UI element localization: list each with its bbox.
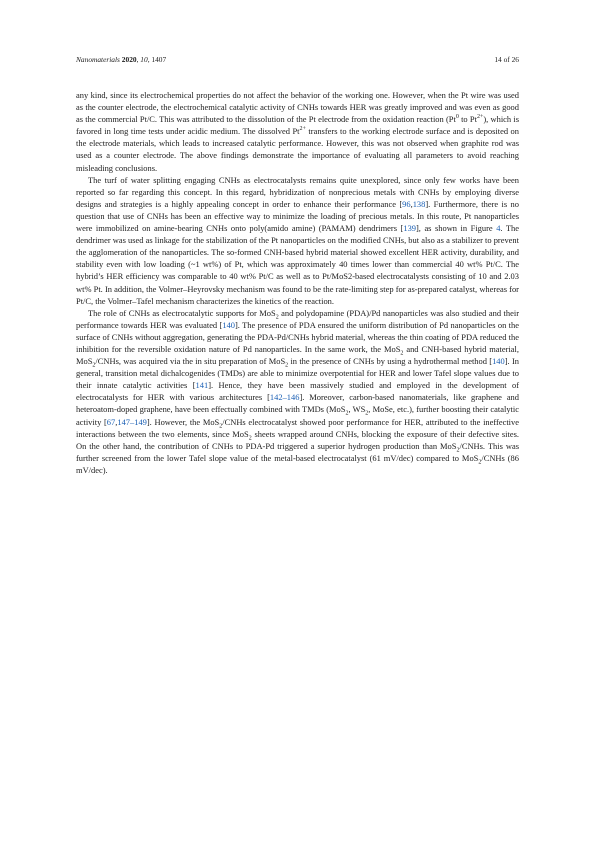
- journal-year: 2020: [121, 55, 137, 64]
- text-run: ]. Furthermore, there is no question that use of CNHs has been an effective way to minimize the loading of precious metals. In this route, Pt nanoparticles were immobilized on amine-bearing CNHs onto poly(amido amine) (PAMAM) dendrimers [: [76, 198, 519, 234]
- text-run: ), which is favored in long time tests under acidic medium. The dissolved Pt: [76, 114, 520, 137]
- citation-link[interactable]: 4: [496, 223, 501, 234]
- body-text: [76, 89, 519, 476]
- citation-link[interactable]: 140: [222, 319, 235, 330]
- sup-text: 2+: [476, 114, 484, 121]
- text-run: sheets wrapped around CNHs, blocking the exposure of their defective sites. On the other hand, the contribution of CNHs to PDA-Pd triggered a superior hydrogen production than MoS: [76, 428, 519, 451]
- citation-link[interactable]: 138: [412, 198, 426, 209]
- sub-text: 2: [400, 350, 404, 357]
- sub-text: 2: [365, 411, 369, 418]
- citation-link[interactable]: 147–149: [117, 416, 147, 427]
- text-run: to Pt: [458, 114, 477, 125]
- text-run: ]. In general, transition metal dichalcogenides (TMDs) are able to minimize overpotential for HER and lower Tafel slope values due to their innate catalytic activities [: [76, 356, 519, 391]
- sup-text: 2+: [299, 126, 306, 133]
- text-run: in the presence of CNHs by using a hydrothermal method [: [288, 356, 493, 367]
- text-run: ], as shown in Figure: [416, 223, 497, 234]
- paragraph: [76, 307, 519, 476]
- text-run: any kind, since its electrochemical properties do not affect the behavior of the working one. However, when the Pt wire was used as the counter electrode, the electrochemical catalytic activity of CNHs towards HER was greatly improved and was even as good as the commercial Pt/C. This was attributed to the dissolution of the Pt electrode from the oxidation reaction (Pt: [76, 90, 519, 125]
- citation-link[interactable]: 96: [402, 198, 411, 209]
- article-number: , 1407: [147, 55, 167, 64]
- sub-text: 2: [248, 435, 252, 442]
- text-run: ]. The presence of PDA ensured the uniform distribution of Pd nanoparticles on the surface of CNHs without aggregation, generating the PDA-Pd/CNHs hybrid material, whereas the thin coating of PDA reduced the inhibition for the reversible oxidation nature of Pd nanoparticles. In the same work, the MoS: [76, 319, 519, 354]
- sub-text: 2: [285, 362, 289, 369]
- citation-link[interactable]: 139: [403, 223, 416, 234]
- paragraph: [76, 89, 519, 174]
- text-run: The role of CNHs as electrocatalytic supports for MoS: [88, 307, 276, 318]
- sub-text: 2: [92, 362, 96, 369]
- text-run: /CNHs electrocatalyst showed poor performance for HER, attributed to the ineffective interactions between the two elements, since MoS: [76, 416, 519, 439]
- text-run: ,: [410, 198, 413, 209]
- text-run: The turf of water splitting engaging CNHs as electrocatalysts remains quite unexplored, since only few works have been reported so far regarding this concept. In this regard, hybridization of nonprecious metals with CNHs by employing diverse designs and strategies is a highly appealing concept in order to enhance their performance [: [76, 174, 519, 209]
- text-run: /CNHs, was acquired via the in situ preparation of MoS: [95, 356, 286, 367]
- citation-link[interactable]: 140: [492, 356, 505, 367]
- citation: Nanomaterials 2020, 10, 1407: [76, 55, 167, 64]
- paragraph: [76, 174, 519, 307]
- sub-text: 2: [275, 314, 279, 321]
- sub-text: 2: [345, 411, 349, 418]
- journal-volume: 10: [140, 55, 148, 64]
- text-run: ,: [115, 416, 118, 427]
- text-run: ]. Hence, they have been massively studied and employed in the development of electrocatalysts for HER with various architectures [: [76, 380, 520, 403]
- text-run: , WS: [348, 404, 366, 415]
- sup-text: 0: [455, 114, 459, 121]
- text-run: . The dendrimer was used as linkage for the stabilization of the Pt nanoparticles on the modified CNHs, but also as a stabilizer to prevent the agglomeration of the nanoparticles. The so-formed CNH-based hybrid material showed excellent HER activity, durability, and stability even with low loading (~1 wt%) of Pt, which was approximately 40 times lower than commercial 40 wt% Pt/C. The hybrid’s HER efficiency was comparable to 40 wt% Pt/C as well as to Pt/MoS2-based electrocatalysts consisting of 10 and 2.03 wt% Pt. In addition, the Volmer–Heyrovsky mechanism was found to be the rate-limiting step for as-prepared catalyst, whereas for Pt/C, the Volmer–Tafel mechanism characterizes the kinetics of the reaction.: [76, 223, 520, 306]
- citation-link[interactable]: 67: [106, 416, 116, 427]
- text-run: and CNH-based hybrid material, MoS: [76, 343, 519, 367]
- text-run: ]. However, the MoS: [146, 416, 220, 427]
- citation-link[interactable]: 142–146: [269, 392, 300, 403]
- text-run: /CNHs (86 mV/dec).: [76, 452, 519, 475]
- text-run: and polydopamine (PDA)/Pd nanoparticles was also studied and their performance towards HER was evaluated [: [76, 307, 520, 330]
- sub-text: 2: [456, 447, 460, 454]
- sub-text: 2: [478, 459, 482, 466]
- text-run: ]. Moreover, carbon-based nanomaterials, like graphene and heteroatom-doped graphene, have been effectually combined with TMDs (MoS: [76, 392, 519, 415]
- citation-link[interactable]: 141: [195, 380, 209, 391]
- sub-text: 2: [219, 423, 223, 430]
- text-run: /CNHs. This was further screened from the lower Tafel slope value of the metal-based electrocatalyst (61 mV/dec) compared to MoS: [76, 440, 519, 463]
- page-number: 14 of 26: [494, 55, 519, 64]
- text-run: , MoSe, etc.), further boosting their catalytic activity [: [76, 404, 519, 427]
- text-run: transfers to the working electrode surface and is deposited on the electrode materials, which leads to increased catalytic performance. However, this was not observed when graphite rod was used as a counter electrode. The above findings demonstrate the importance of evaluating all parameters to avoid reaching misleading conclusions.: [76, 126, 519, 173]
- journal-name: Nanomaterials: [76, 55, 120, 64]
- page-header: [76, 55, 519, 64]
